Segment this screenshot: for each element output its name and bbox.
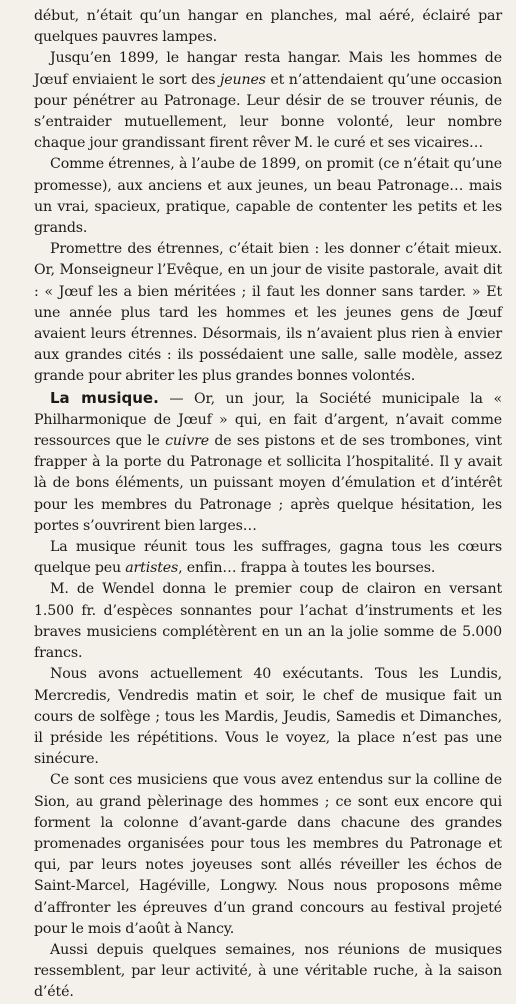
paragraph [34,239,502,387]
section-heading: La musique. [50,388,159,407]
italic-text: cuivre [165,433,210,450]
paragraph [34,6,502,48]
text-body [34,6,502,1004]
paragraph [34,537,502,579]
paragraph [34,940,502,1004]
text-segment: Promettre des étrennes, c’était bien : les donner c’était mieux. Or, Monseigneur l’Evêque, en un jour de visite pastorale, avait dit : « Jœuf les a bien méritées ; il faut les donner sans tarder. » Et une année plus tard les hommes et les jeunes gens de Jœuf avaient leurs étrennes. Désormais, ils n’avaient plus rien à envier aux grandes cités : ils possédaient une salle, salle modèle, assez grande pour abriter les plus grandes bonnes volontés. [34,241,502,385]
text-segment: , enfin… frappa à toutes les bourses. [178,560,436,577]
paragraph [34,154,502,239]
text-segment: de ses pistons et de ses trombones, vint frapper à la porte du Patronage et sollicita l’hospitalité. Il y avait là de bons éléments, un puissant moyen d’émulation et d’intérêt pour les membres du Patronage ; après quelque hésitation, les portes s’ouvrirent bien larges… [34,433,502,534]
text-segment: Aussi depuis quelques semaines, nos réunions de musiques ressemblent, par leur activité, à une véritable ruche, à la saison d’été. [34,941,502,1001]
text-segment: Comme étrennes, à l’aube de 1899, on promit (ce n’était qu’une promesse), aux anciens et aux jeunes, un beau Patronage… mais un vrai, spacieux, pratique, capable de contenter les petits et les grands. [34,156,502,237]
paragraph [34,48,502,154]
text-segment: début, n’était qu’un hangar en planches, mal aéré, éclairé par quelques pauvres lampes. [34,8,502,46]
text-segment: Jusqu’en 1899, le hangar resta hangar. Mais les hommes de Jœuf enviaient le sort des [34,50,502,88]
italic-text: artistes [125,560,179,577]
text-segment: et n’attendaient qu’une occasion pour pénétrer au Patronage. Leur désir de se trouver réunis, de s’entraider mutuellement, leur bonne volonté, leur nombre chaque jour grandissant firent rêver M. le curé et ses vicaires… [34,71,502,152]
paragraph [34,664,502,770]
text-segment: M. de Wendel donna le premier coup de clairon en versant 1.500 fr. d’espèces sonnantes pour l’achat d’instruments et les braves musiciens complétèrent en un an la jolie somme de 5.000 francs. [34,581,502,662]
text-segment: Ce sont ces musiciens que vous avez entendus sur la colline de Sion, au grand pèlerinage des hommes ; ce sont eux encore qui forment la colonne d’avant-garde dans chacune des grandes promenades organisées pour tous les membres du Patronage et qui, par leurs notes joyeuses sont allés réveiller les échos de Saint-Marcel, Hagéville, Longwy. Nous nous proposons même d’affronter les épreuves d’un grand concours au festival projeté pour le mois d’août à Nancy. [34,772,502,937]
paragraph [34,579,502,664]
paragraph [34,388,502,537]
text-segment: La musique réunit tous les suffrages, gagna tous les cœurs quelque peu [34,539,502,577]
text-segment: — Or, un jour, la Société municipale la « Philharmonique de Jœuf » qui, en fait d’argent, n’avait comme ressources que le [34,390,502,450]
paragraph [34,770,502,940]
text-segment: Nous avons actuellement 40 exécutants. Tous les Lundis, Mercredis, Vendredis matin et soir, le chef de musique fait un cours de solfège ; tous les Mardis, Jeudis, Samedis et Dimanches, il préside les répétitions. Vous le voyez, la place n’est pas une sinécure. [34,666,502,768]
italic-text: jeunes [219,71,266,88]
